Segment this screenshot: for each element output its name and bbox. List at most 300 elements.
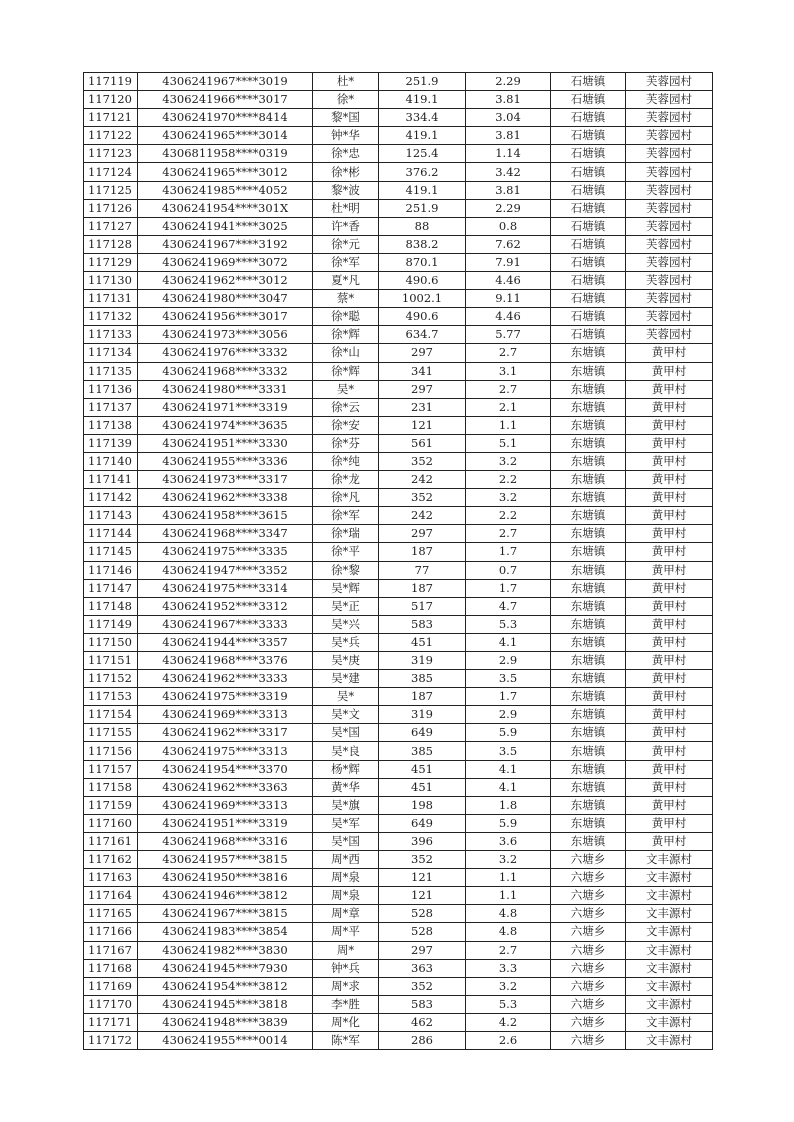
cell-id-number: 4306241967****3019: [138, 73, 313, 91]
table-row: [84, 869, 713, 887]
cell-town: 东塘镇: [551, 471, 626, 489]
cell-village: 黄甲村: [626, 398, 713, 416]
cell-town: 东塘镇: [551, 615, 626, 633]
cell-town: 六塘乡: [551, 977, 626, 995]
cell-name: 吴*正: [313, 597, 379, 615]
cell-row-id: 117152: [84, 670, 138, 688]
table-row: [84, 452, 713, 470]
cell-value: 3.1: [466, 362, 551, 380]
cell-id-number: 4306241945****7930: [138, 959, 313, 977]
cell-id-number: 4306241947****3352: [138, 561, 313, 579]
cell-id-number: 4306241955****0014: [138, 1031, 313, 1049]
cell-town: 东塘镇: [551, 814, 626, 832]
cell-village: 黄甲村: [626, 380, 713, 398]
cell-row-id: 117127: [84, 217, 138, 235]
cell-id-number: 4306241958****3615: [138, 507, 313, 525]
cell-village: 芙蓉园村: [626, 253, 713, 271]
table-row: [84, 380, 713, 398]
cell-row-id: 117130: [84, 272, 138, 290]
cell-village: 文丰源村: [626, 887, 713, 905]
cell-id-number: 4306241980****3047: [138, 290, 313, 308]
table-row: [84, 851, 713, 869]
cell-row-id: 117120: [84, 91, 138, 109]
cell-value: 1.1: [466, 887, 551, 905]
cell-amount: 490.6: [379, 272, 466, 290]
cell-name: 吴*国: [313, 832, 379, 850]
cell-row-id: 117145: [84, 543, 138, 561]
cell-id-number: 4306241944****3357: [138, 633, 313, 651]
cell-id-number: 4306241980****3331: [138, 380, 313, 398]
cell-name: 吴*: [313, 688, 379, 706]
cell-name: 杜*明: [313, 199, 379, 217]
cell-row-id: 117138: [84, 416, 138, 434]
cell-village: 芙蓉园村: [626, 109, 713, 127]
cell-name: 徐*平: [313, 543, 379, 561]
cell-id-number: 4306241950****3816: [138, 869, 313, 887]
cell-name: 徐*黎: [313, 561, 379, 579]
cell-row-id: 117124: [84, 163, 138, 181]
cell-name: 徐*军: [313, 253, 379, 271]
cell-row-id: 117166: [84, 923, 138, 941]
cell-name: 徐*凡: [313, 489, 379, 507]
cell-value: 4.2: [466, 1013, 551, 1031]
cell-value: 3.3: [466, 959, 551, 977]
cell-town: 东塘镇: [551, 832, 626, 850]
cell-town: 石塘镇: [551, 199, 626, 217]
table-row: [84, 977, 713, 995]
cell-id-number: 4306241951****3330: [138, 434, 313, 452]
cell-amount: 517: [379, 597, 466, 615]
cell-town: 东塘镇: [551, 579, 626, 597]
cell-amount: 242: [379, 471, 466, 489]
cell-row-id: 117133: [84, 326, 138, 344]
cell-name: 徐*芬: [313, 434, 379, 452]
cell-id-number: 4306241969****3313: [138, 706, 313, 724]
cell-name: 周*泉: [313, 887, 379, 905]
cell-value: 3.2: [466, 452, 551, 470]
cell-amount: 251.9: [379, 73, 466, 91]
cell-value: 2.7: [466, 941, 551, 959]
cell-value: 3.81: [466, 127, 551, 145]
table-row: [84, 398, 713, 416]
cell-amount: 649: [379, 724, 466, 742]
cell-row-id: 117154: [84, 706, 138, 724]
cell-name: 徐*辉: [313, 362, 379, 380]
table-row: [84, 887, 713, 905]
cell-amount: 297: [379, 344, 466, 362]
cell-name: 周*: [313, 941, 379, 959]
cell-row-id: 117165: [84, 905, 138, 923]
cell-name: 吴*辉: [313, 579, 379, 597]
cell-name: 吴*兴: [313, 615, 379, 633]
cell-name: 徐*军: [313, 507, 379, 525]
cell-village: 黄甲村: [626, 760, 713, 778]
table-row: [84, 181, 713, 199]
cell-village: 黄甲村: [626, 362, 713, 380]
cell-id-number: 4306241956****3017: [138, 308, 313, 326]
cell-town: 东塘镇: [551, 760, 626, 778]
cell-amount: 121: [379, 416, 466, 434]
table-row: [84, 235, 713, 253]
cell-id-number: 4306241967****3192: [138, 235, 313, 253]
cell-town: 东塘镇: [551, 416, 626, 434]
cell-value: 2.2: [466, 471, 551, 489]
cell-town: 东塘镇: [551, 452, 626, 470]
cell-value: 2.1: [466, 398, 551, 416]
cell-id-number: 4306241976****3332: [138, 344, 313, 362]
cell-village: 黄甲村: [626, 742, 713, 760]
cell-name: 徐*: [313, 91, 379, 109]
cell-row-id: 117131: [84, 290, 138, 308]
cell-value: 2.7: [466, 525, 551, 543]
cell-village: 芙蓉园村: [626, 91, 713, 109]
cell-amount: 319: [379, 706, 466, 724]
cell-row-id: 117128: [84, 235, 138, 253]
cell-id-number: 4306241954****3812: [138, 977, 313, 995]
cell-row-id: 117139: [84, 434, 138, 452]
cell-town: 东塘镇: [551, 362, 626, 380]
cell-name: 杨*辉: [313, 760, 379, 778]
cell-town: 东塘镇: [551, 724, 626, 742]
cell-town: 东塘镇: [551, 597, 626, 615]
cell-amount: 121: [379, 869, 466, 887]
cell-row-id: 117171: [84, 1013, 138, 1031]
cell-village: 文丰源村: [626, 869, 713, 887]
cell-row-id: 117134: [84, 344, 138, 362]
cell-amount: 198: [379, 796, 466, 814]
cell-id-number: 4306241962****3363: [138, 778, 313, 796]
cell-value: 9.11: [466, 290, 551, 308]
cell-town: 石塘镇: [551, 163, 626, 181]
cell-town: 石塘镇: [551, 308, 626, 326]
cell-id-number: 4306241969****3313: [138, 796, 313, 814]
cell-row-id: 117150: [84, 633, 138, 651]
cell-name: 徐*彬: [313, 163, 379, 181]
cell-name: 周*西: [313, 851, 379, 869]
cell-name: 钟*兵: [313, 959, 379, 977]
table-row: [84, 814, 713, 832]
cell-amount: 583: [379, 995, 466, 1013]
cell-amount: 396: [379, 832, 466, 850]
cell-amount: 251.9: [379, 199, 466, 217]
table-row: [84, 995, 713, 1013]
cell-village: 芙蓉园村: [626, 235, 713, 253]
cell-row-id: 117157: [84, 760, 138, 778]
cell-town: 石塘镇: [551, 127, 626, 145]
cell-value: 4.1: [466, 778, 551, 796]
cell-value: 5.1: [466, 434, 551, 452]
cell-name: 黄*华: [313, 778, 379, 796]
cell-value: 2.6: [466, 1031, 551, 1049]
cell-id-number: 4306241962****3012: [138, 272, 313, 290]
table-row: [84, 760, 713, 778]
cell-id-number: 4306241948****3839: [138, 1013, 313, 1031]
cell-town: 六塘乡: [551, 941, 626, 959]
cell-id-number: 4306241965****3014: [138, 127, 313, 145]
cell-id-number: 4306241969****3072: [138, 253, 313, 271]
table-row: [84, 434, 713, 452]
table-row: [84, 670, 713, 688]
cell-value: 2.29: [466, 199, 551, 217]
cell-amount: 634.7: [379, 326, 466, 344]
cell-row-id: 117149: [84, 615, 138, 633]
cell-town: 东塘镇: [551, 398, 626, 416]
cell-amount: 352: [379, 977, 466, 995]
cell-row-id: 117163: [84, 869, 138, 887]
cell-town: 东塘镇: [551, 742, 626, 760]
table-row: [84, 778, 713, 796]
cell-value: 3.5: [466, 742, 551, 760]
cell-village: 黄甲村: [626, 525, 713, 543]
cell-name: 黎*波: [313, 181, 379, 199]
cell-row-id: 117125: [84, 181, 138, 199]
cell-village: 芙蓉园村: [626, 73, 713, 91]
cell-amount: 490.6: [379, 308, 466, 326]
cell-id-number: 4306241975****3335: [138, 543, 313, 561]
cell-id-number: 4306241983****3854: [138, 923, 313, 941]
table-row: [84, 923, 713, 941]
cell-id-number: 4306811958****0319: [138, 145, 313, 163]
cell-row-id: 117137: [84, 398, 138, 416]
cell-village: 黄甲村: [626, 615, 713, 633]
cell-name: 钟*华: [313, 127, 379, 145]
cell-name: 吴*建: [313, 670, 379, 688]
cell-amount: 451: [379, 633, 466, 651]
cell-village: 黄甲村: [626, 416, 713, 434]
cell-value: 5.9: [466, 724, 551, 742]
cell-village: 文丰源村: [626, 1031, 713, 1049]
cell-town: 石塘镇: [551, 272, 626, 290]
table-row: [84, 217, 713, 235]
table-row: [84, 145, 713, 163]
cell-value: 4.8: [466, 905, 551, 923]
cell-value: 1.1: [466, 416, 551, 434]
cell-village: 黄甲村: [626, 344, 713, 362]
cell-id-number: 4306241941****3025: [138, 217, 313, 235]
cell-village: 文丰源村: [626, 851, 713, 869]
table-row: [84, 326, 713, 344]
cell-row-id: 117164: [84, 887, 138, 905]
cell-town: 东塘镇: [551, 778, 626, 796]
cell-village: 黄甲村: [626, 452, 713, 470]
cell-id-number: 4306241945****3818: [138, 995, 313, 1013]
cell-name: 夏*凡: [313, 272, 379, 290]
cell-id-number: 4306241973****3317: [138, 471, 313, 489]
cell-amount: 77: [379, 561, 466, 579]
table-row: [84, 489, 713, 507]
cell-id-number: 4306241967****3333: [138, 615, 313, 633]
cell-value: 3.2: [466, 489, 551, 507]
cell-name: 周*平: [313, 923, 379, 941]
cell-id-number: 4306241968****3376: [138, 652, 313, 670]
cell-amount: 528: [379, 905, 466, 923]
cell-amount: 121: [379, 887, 466, 905]
data-table: [83, 72, 713, 1050]
table-row: [84, 905, 713, 923]
table-row: [84, 1031, 713, 1049]
cell-name: 蔡*: [313, 290, 379, 308]
table-row: [84, 706, 713, 724]
cell-name: 许*香: [313, 217, 379, 235]
cell-amount: 297: [379, 941, 466, 959]
cell-village: 芙蓉园村: [626, 326, 713, 344]
table-row: [84, 615, 713, 633]
cell-village: 黄甲村: [626, 688, 713, 706]
cell-value: 4.1: [466, 633, 551, 651]
cell-name: 吴*国: [313, 724, 379, 742]
cell-amount: 838.2: [379, 235, 466, 253]
cell-town: 石塘镇: [551, 91, 626, 109]
cell-value: 5.9: [466, 814, 551, 832]
table-row: [84, 290, 713, 308]
cell-id-number: 4306241975****3313: [138, 742, 313, 760]
cell-row-id: 117129: [84, 253, 138, 271]
cell-amount: 583: [379, 615, 466, 633]
cell-row-id: 117144: [84, 525, 138, 543]
cell-id-number: 4306241962****3333: [138, 670, 313, 688]
cell-value: 3.42: [466, 163, 551, 181]
cell-name: 徐*聪: [313, 308, 379, 326]
cell-village: 芙蓉园村: [626, 163, 713, 181]
cell-village: 黄甲村: [626, 706, 713, 724]
cell-amount: 385: [379, 670, 466, 688]
cell-name: 杜*: [313, 73, 379, 91]
cell-id-number: 4306241951****3319: [138, 814, 313, 832]
cell-town: 石塘镇: [551, 235, 626, 253]
cell-value: 2.7: [466, 344, 551, 362]
cell-name: 徐*瑞: [313, 525, 379, 543]
cell-value: 3.2: [466, 977, 551, 995]
cell-town: 石塘镇: [551, 145, 626, 163]
cell-name: 周*化: [313, 1013, 379, 1031]
cell-amount: 187: [379, 543, 466, 561]
cell-id-number: 4306241967****3815: [138, 905, 313, 923]
cell-town: 石塘镇: [551, 326, 626, 344]
cell-value: 5.3: [466, 615, 551, 633]
cell-town: 石塘镇: [551, 73, 626, 91]
table-row: [84, 127, 713, 145]
cell-id-number: 4306241973****3056: [138, 326, 313, 344]
cell-name: 李*胜: [313, 995, 379, 1013]
cell-town: 东塘镇: [551, 706, 626, 724]
cell-amount: 451: [379, 778, 466, 796]
table-row: [84, 525, 713, 543]
cell-name: 徐*安: [313, 416, 379, 434]
cell-row-id: 117123: [84, 145, 138, 163]
cell-row-id: 117155: [84, 724, 138, 742]
cell-value: 3.6: [466, 832, 551, 850]
cell-row-id: 117143: [84, 507, 138, 525]
cell-amount: 125.4: [379, 145, 466, 163]
cell-row-id: 117169: [84, 977, 138, 995]
table-row: [84, 109, 713, 127]
cell-row-id: 117146: [84, 561, 138, 579]
table-row: [84, 543, 713, 561]
cell-value: 5.3: [466, 995, 551, 1013]
cell-amount: 649: [379, 814, 466, 832]
cell-row-id: 117160: [84, 814, 138, 832]
cell-town: 石塘镇: [551, 109, 626, 127]
cell-value: 2.29: [466, 73, 551, 91]
cell-town: 石塘镇: [551, 290, 626, 308]
cell-village: 黄甲村: [626, 832, 713, 850]
cell-value: 1.8: [466, 796, 551, 814]
cell-town: 东塘镇: [551, 543, 626, 561]
cell-name: 周*泉: [313, 869, 379, 887]
cell-amount: 419.1: [379, 91, 466, 109]
cell-town: 六塘乡: [551, 959, 626, 977]
cell-name: 徐*辉: [313, 326, 379, 344]
cell-value: 1.7: [466, 543, 551, 561]
table-row: [84, 561, 713, 579]
cell-village: 黄甲村: [626, 597, 713, 615]
cell-village: 芙蓉园村: [626, 145, 713, 163]
cell-value: 5.77: [466, 326, 551, 344]
cell-row-id: 117148: [84, 597, 138, 615]
cell-value: 3.5: [466, 670, 551, 688]
table-row: [84, 91, 713, 109]
cell-id-number: 4306241957****3815: [138, 851, 313, 869]
cell-row-id: 117159: [84, 796, 138, 814]
cell-row-id: 117162: [84, 851, 138, 869]
table-row: [84, 163, 713, 181]
cell-village: 芙蓉园村: [626, 272, 713, 290]
cell-amount: 231: [379, 398, 466, 416]
cell-name: 吴*文: [313, 706, 379, 724]
table-row: [84, 832, 713, 850]
table-row: [84, 253, 713, 271]
table-body: [84, 73, 713, 1050]
cell-row-id: 117170: [84, 995, 138, 1013]
cell-amount: 528: [379, 923, 466, 941]
cell-name: 黎*国: [313, 109, 379, 127]
cell-row-id: 117153: [84, 688, 138, 706]
cell-amount: 242: [379, 507, 466, 525]
cell-town: 石塘镇: [551, 253, 626, 271]
cell-name: 徐*龙: [313, 471, 379, 489]
cell-name: 吴*军: [313, 814, 379, 832]
cell-row-id: 117172: [84, 1031, 138, 1049]
cell-row-id: 117151: [84, 652, 138, 670]
cell-name: 徐*纯: [313, 452, 379, 470]
table-row: [84, 724, 713, 742]
cell-amount: 187: [379, 688, 466, 706]
cell-amount: 297: [379, 380, 466, 398]
cell-value: 2.2: [466, 507, 551, 525]
cell-village: 文丰源村: [626, 905, 713, 923]
cell-id-number: 4306241982****3830: [138, 941, 313, 959]
cell-town: 石塘镇: [551, 217, 626, 235]
table-row: [84, 73, 713, 91]
cell-amount: 376.2: [379, 163, 466, 181]
cell-row-id: 117147: [84, 579, 138, 597]
cell-village: 芙蓉园村: [626, 308, 713, 326]
cell-value: 3.04: [466, 109, 551, 127]
cell-value: 1.14: [466, 145, 551, 163]
cell-value: 4.7: [466, 597, 551, 615]
cell-id-number: 4306241965****3012: [138, 163, 313, 181]
cell-id-number: 4306241962****3317: [138, 724, 313, 742]
cell-row-id: 117141: [84, 471, 138, 489]
cell-name: 吴*兵: [313, 633, 379, 651]
cell-value: 4.1: [466, 760, 551, 778]
cell-village: 黄甲村: [626, 471, 713, 489]
cell-amount: 419.1: [379, 127, 466, 145]
cell-amount: 319: [379, 652, 466, 670]
cell-name: 吴*良: [313, 742, 379, 760]
cell-row-id: 117136: [84, 380, 138, 398]
cell-village: 黄甲村: [626, 814, 713, 832]
